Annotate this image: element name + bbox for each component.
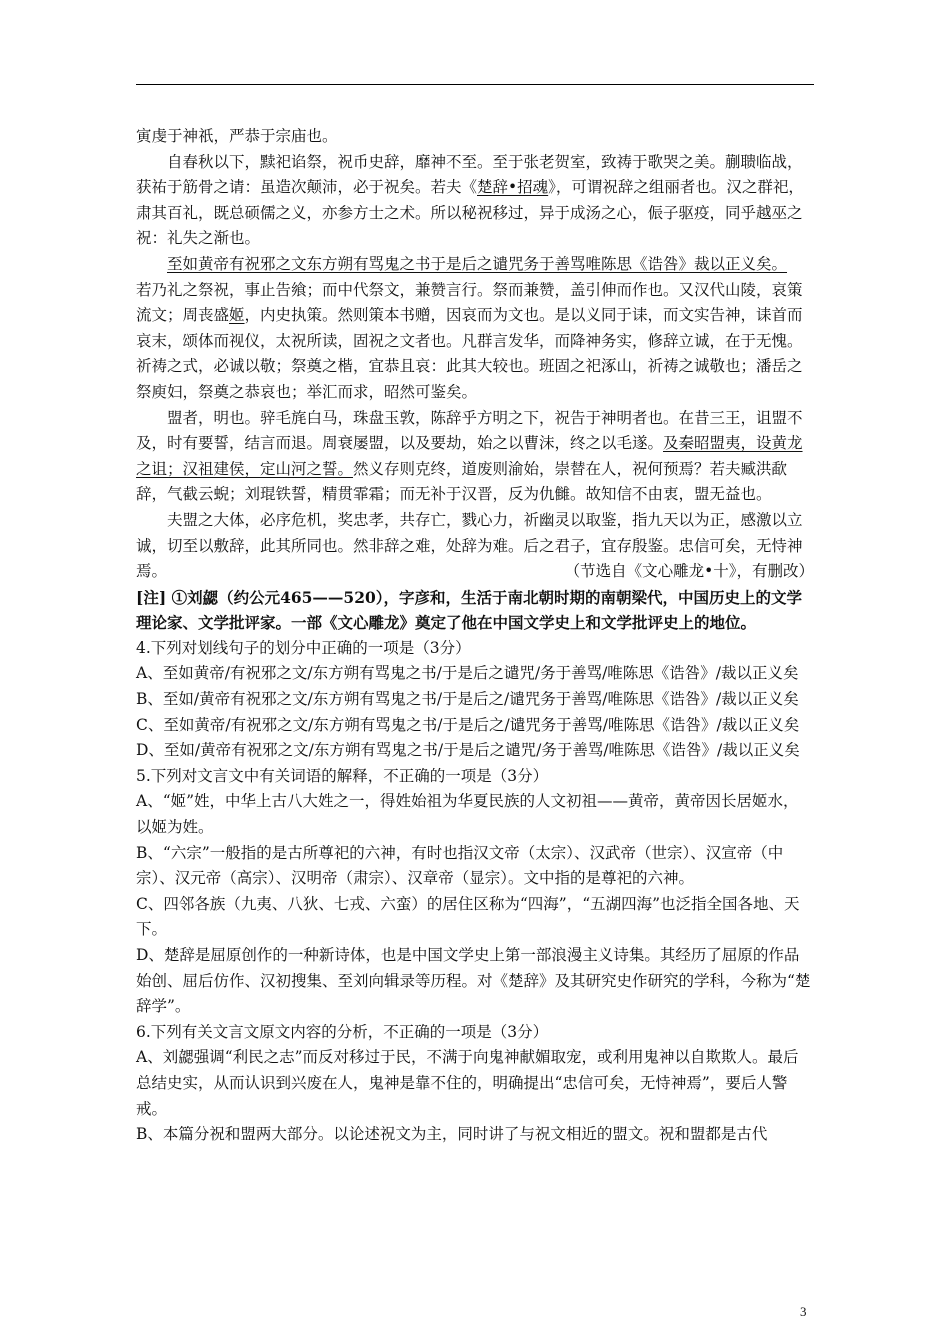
paragraph-2 — [136, 150, 814, 252]
chuci-zhaohun-underline: 楚辞•招魂 — [477, 178, 549, 197]
paragraph-4-underline: 及秦昭盟夷，设黄龙之诅；汉祖建侯，定山河之誓。 — [136, 434, 803, 478]
q5-stem: 5.下列对文言文中有关词语的解释，不正确的一项是（3分） — [136, 766, 549, 785]
q5-option-d: D、楚辞是屈原创作的一种新诗体，也是中国文学史上第一部浪漫主义诗集。其经历了屈原的作品始创、屈后仿作、汉初搜集、至刘向辑录等历程。对《楚辞》及其研究史作研究的学科，今称为“楚辞学”。 — [136, 946, 811, 1016]
q4-option-b: B、至如/黄帝有祝邪之文/东方朔有骂鬼之书/于是后之/谴咒务于善骂/唯陈思《诰咎》/裁以正义矣 — [136, 690, 799, 709]
paragraph-3 — [136, 278, 814, 406]
page-number: 3 — [800, 1304, 807, 1319]
annotation-note: [注] ①刘勰（约公元465——520），字彦和，生活于南北朝时期的南朝梁代，中国历史上的文学理论家、文学批评家。一部《文心雕龙》奠定了他在中国文学史上和文学批评史上的地位。 — [136, 587, 803, 633]
header-rule — [136, 84, 814, 85]
paragraph-3-text-b: ，内史执策。然则策本书赠，因哀而为文也。是以义同于诔，而文实告神，诔首而哀末，颂体而视仪，太祝所读，固祝之文者也。凡群言发华，而降神务实，修辞立诚，在于无愧。祈祷之式，必诚以敬；祭奠之楷，宜恭且哀：此其大较也。班固之祀涿山，祈祷之诚敬也；潘岳之祭庾妇，祭奠之恭哀也；举汇而求，昭然可鉴矣。 — [136, 306, 803, 401]
q6-option-a: A、刘勰强调“利民之志”而反对移过于民，不满于向鬼神献媚取宠，或利用鬼神以自欺欺人。最后总结史实，从而认识到兴废在人，鬼神是靠不住的，明确提出“忠信可矣，无恃神焉”，要后人警戒。 — [136, 1048, 799, 1118]
q4-stem: 4.下列对划线句子的划分中正确的一项是（3分） — [136, 638, 471, 657]
paragraph-2-text-b: 》，可谓祝辞之组丽者也。汉之群祀，肃其百礼，既总硕儒之义，亦参方士之术。所以秘祝移过，异于成汤之心，侲子驱疫，同乎越巫之祝：礼失之渐也。 — [136, 178, 804, 248]
underlined-sentence-text: 至如黄帝有祝邪之文东方朔有骂鬼之书于是后之谴咒务于善骂唯陈思《诰咎》裁以正义矣。 — [167, 254, 788, 273]
paragraph-5-end: 焉。 — [136, 562, 168, 581]
paragraph-3-text-a: 若乃礼之祭祝，事止告飨；而中代祭文，兼赞言行。祭而兼赞，盖引伸而作也。又汉代山陵，哀策流文；周丧盛 — [136, 280, 803, 325]
paragraph-5: 夫盟之大体，必序危机，奖忠孝，共存亡，戮心力，祈幽灵以取鉴，指九天以为正，感激以立诚，切至以敷辞，此其所同也。然非辞之难，处辞为难。后之君子，宜存殷鉴。忠信可矣，无恃神 — [136, 510, 803, 555]
ji-underline: 姬 — [229, 306, 245, 325]
paragraph-4-text-a: 盟者，明也。骍毛旄白马，珠盘玉敦，陈辞乎方明之下，祝告于神明者也。在昔三王，诅盟不及，时有要誓，结言而退。周衰屡盟，以及要劫，始之以曹沫，终之以毛遂。 — [136, 408, 803, 453]
paragraph-2-text-a: 自春秋以下，黩祀谄祭，祝币史辞，靡神不至。至于张老贺室，致祷于歌哭之美。蒯聩临战，获祐于筋骨之请：虽造次颠沛，必于祝矣。若夫《 — [136, 152, 803, 197]
paragraph-4 — [136, 406, 814, 508]
paragraph-1: 寅虔于神祇，严恭于宗庙也。 — [136, 127, 338, 145]
page-body — [136, 124, 814, 1148]
q4-option-a: A、至如黄帝/有祝邪之文/东方朔有骂鬼之书/于是后之谴咒/务于善骂/唯陈思《诰咎》/裁以正义矣 — [136, 664, 799, 683]
q5-option-b: B、“六宗”一般指的是古所尊祀的六神，有时也指汉文帝（太宗）、汉武帝（世宗）、汉宣帝（中宗）、汉元帝（高宗）、汉明帝（肃宗）、汉章帝（显宗）。文中指的是尊祀的六神。 — [136, 843, 784, 888]
q5-option-c: C、四邻各族（九夷、八狄、七戎、六蛮）的居住区称为“四海”，“五湖四海”也泛指全国各地、天下。 — [136, 894, 800, 939]
paragraph-4-text-b: 然义存则克终，道废则渝始，崇替在人，祝何预焉？若夫臧洪歃辞，气截云蜺；刘琨铁誓，精贯霏霜；而无补于汉晋，反为仇雠。故知信不由衷，盟无益也。 — [136, 459, 788, 504]
q4-option-d: D、至如/黄帝有祝邪之文/东方朔有骂鬼之书/于是后之谴咒/务于善骂/唯陈思《诰咎》/裁以正义矣 — [136, 741, 800, 760]
underlined-sentence — [136, 252, 814, 278]
source-citation: （节选自《文心雕龙•十》，有删改） — [564, 562, 814, 581]
q6-option-b: B、本篇分祝和盟两大部分。以论述祝文为主，同时讲了与祝文相近的盟文。祝和盟都是古代 — [136, 1125, 768, 1144]
source-row — [136, 559, 814, 585]
q6-stem: 6.下列有关文言文原文内容的分析，不正确的一项是（3分） — [136, 1022, 549, 1041]
q5-option-a: A、“姬”姓，中华上古八大姓之一，得姓始祖为华夏民族的人文初祖——黄帝，黄帝因长居姬水，以姬为姓。 — [136, 792, 799, 837]
q4-option-c: C、至如黄帝/有祝邪之文/东方朔有骂鬼之书/于是后之/谴咒务于善骂/唯陈思《诰咎》/裁以正义矣 — [136, 715, 800, 734]
